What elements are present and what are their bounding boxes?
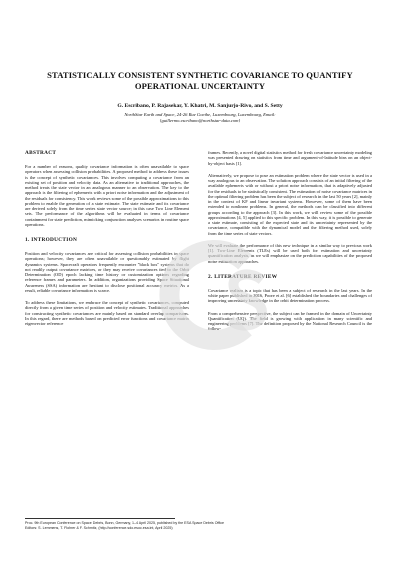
- literature-paragraph-1: Covariance realism is a topic that has been a subject of research in the last years. In the white paper published in 2016, Poore et al. [6] established the boundaries and challenges of improving uncertainty knowledge in the orbit determination process.: [208, 287, 372, 304]
- footer-proceedings: Proc. 9th European Conference on Space Debris, Bonn, Germany, 1–4 April 2025, published by the ESA Space Debris Office: [25, 521, 225, 525]
- author-list: G. Escribano, P. Rajasekar, Y. Khatri, M. Sanjurjo-Rivo, and S. Setty: [117, 103, 283, 109]
- literature-review-heading: 2. LITERATURE REVIEW: [208, 273, 278, 280]
- introduction-paragraph-2: To address these limitations, we embrace the concept of synthetic covariances, computed directly from a given time series of position and velocity estimates. Traditional approaches for constructing synthetic covariances are mainly based on standard overlap comparisons. In this regard, there are methods based on predicted error functions and covariance matrix eigenvector reference: [25, 300, 189, 326]
- affiliation-line-1: NorthStar Earth and Space, 24-26 Rue Goethe, Luxembourg, Luxembourg, Email:: [124, 112, 276, 117]
- literature-paragraph-2: From a comprehensive perspective, the subject can be framed in the domain of Uncertainty Quantification (UQ). The field is growing with application in many scientific and engineering problems [7]. The definition proposed by the National Research Council is the follow-: [208, 310, 372, 332]
- affiliation-email: {guillermo.escribano@northstar-data.com}: [159, 118, 241, 124]
- introduction-paragraph-3: frames. Recently, a novel digital statistics method for fresh covariance uncertainty modeling was presented drawing on statistics from time and argument-of-latitude bins on an object-by-object basis [1].: [208, 150, 372, 166]
- introduction-paragraph-1: Position and velocity covariances are critical for assessing collision probabilities in space operations; however, they are often unavailable or questionably estimated by flight dynamics systems. Spacecraft operators frequently encounter "black box" systems that do not readily output covariance matrices, or they may receive covariances tied to the Orbit Determination (OD) epoch lacking time history or customization options regarding reference frames and parameters. In addition, organizations providing Space Situational Awareness (SSA) information are hesitant to disclose positional accuracy metrics. As a result, reliable covariance information is scarce.: [25, 251, 189, 293]
- page-footer: [25, 521, 385, 531]
- introduction-paragraph-4: Alternatively, we propose to pose an estimation problem where the state vector is used in a way analogous to an observation. The solution approach consists of an initial filtering of the available ephemeris with or without a priori noise information, that is adaptively adjusted for the residuals to be statistically consistent. The estimation of noise covariance matrices in the optimal filtering problem has been the subject of research in the last 50 years [2], mainly in the context of KF and linear invariant systems. However, some of them have been extended to nonlinear problems. In general, the methods can be classified into different groups according to the approach [3]. In this work, we will review some of the possible approximations [4, 5] applied to this specific problem. In this way, it is possible to generate a state estimate, consisting of the expected state and its uncertainty represented by the covariance, compatible with the dynamical model and the filtering method used, solely from the time series of state vectors.: [208, 172, 373, 236]
- footer-editors: Editors: S. Lemmens, T. Flohrer & F. Schmitz, (http://conference.sdo.esoc.esa.int, April 2025): [25, 526, 173, 530]
- right-column: [208, 150, 372, 332]
- introduction-paragraph-5: We will evaluate the performance of this new technique in a similar way to previous work [1]. Two-Line Elements (TLEs) will be used both for estimation and uncertainty quantification analysis, as we will emphasize on the prediction capabilities of the proposed noise estimation approaches.: [208, 242, 372, 264]
- paper-title: [40, 70, 360, 92]
- footer-divider: [25, 518, 175, 519]
- introduction-heading: 1. INTRODUCTION: [25, 237, 78, 243]
- title-line-2: OPERATIONAL UNCERTAINTY: [134, 81, 266, 91]
- left-column: [25, 150, 189, 326]
- abstract-text: For a number of reasons, quality covariance information is often unavailable to space operators when assessing collision probabilities. A proposed method to address these issues is the concept of synthetic covariances. This involves computing a covariance from an existing set of position and velocity data. As an alternative to traditional approaches, the method treats the state vector in an analogous manner to an observation. The key to the approach is the filtering of ephemeris with a priori noise information and the adjustment of the residuals for consistency. This work reviews some of the possible approximations to this problem to enable the generation of a state estimate. The state estimate and its covariance are derived solely from the time series state vector source; in this case Two Line Element sets. The performance of the algorithms will be evaluated in terms of covariance containment for state prediction, mimicking conjunction analyses scenarios in routine space operations.: [25, 164, 189, 227]
- title-line-1: STATISTICALLY CONSISTENT SYNTHETIC COVARIANCE TO QUANTIFY: [47, 70, 353, 80]
- abstract-heading: ABSTRACT: [25, 150, 57, 156]
- affiliation: [30, 112, 370, 124]
